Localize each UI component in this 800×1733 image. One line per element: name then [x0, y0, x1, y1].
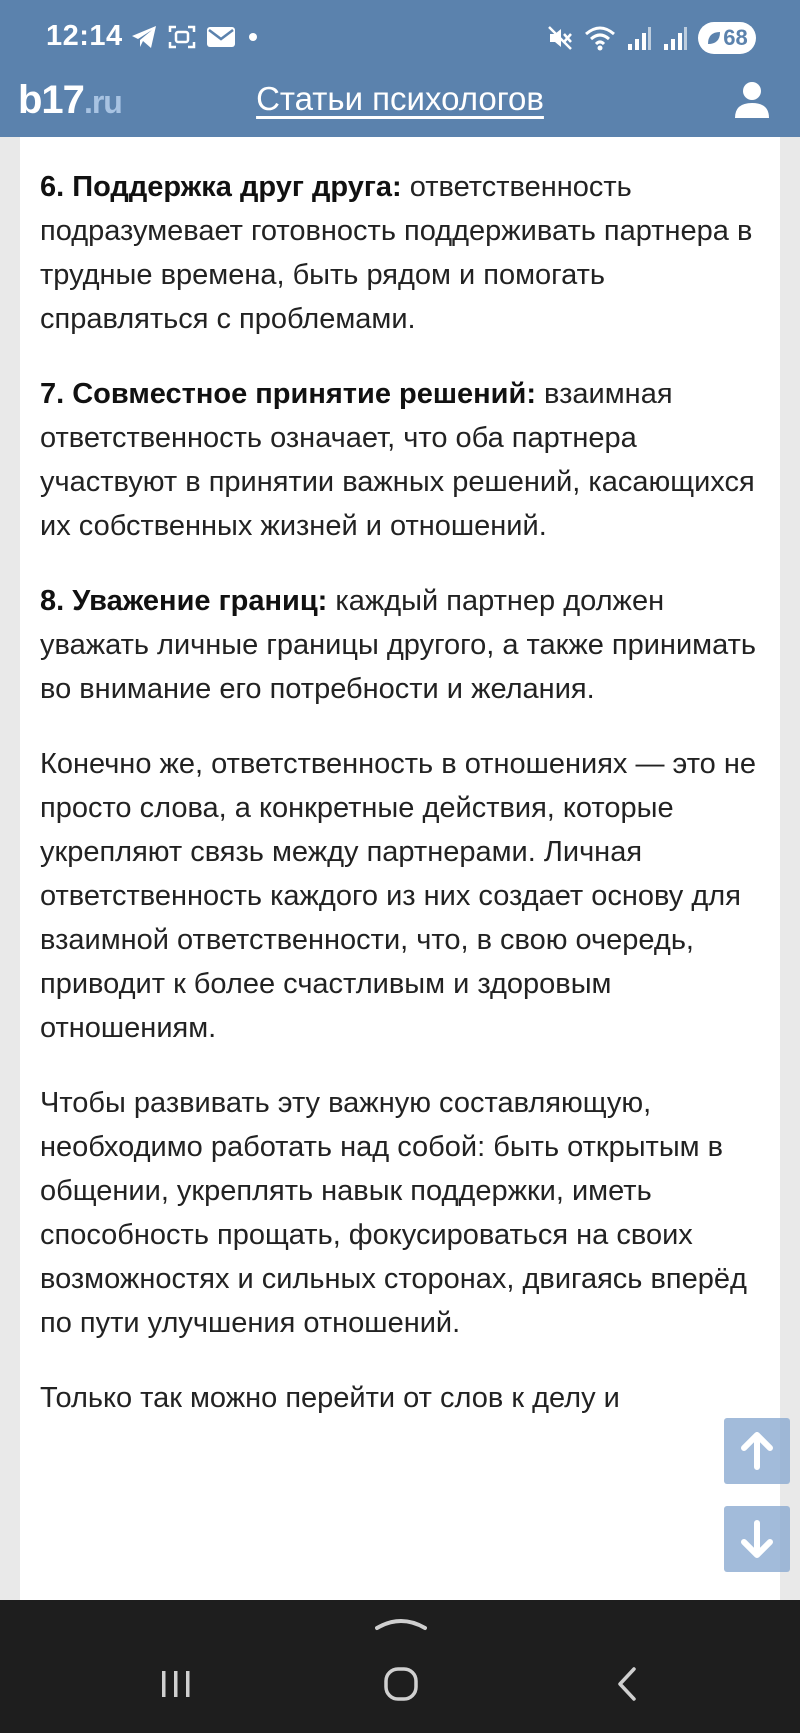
- status-time: 12:14: [46, 20, 123, 52]
- home-icon: [381, 1666, 421, 1702]
- scroll-to-bottom-button[interactable]: [724, 1506, 790, 1572]
- scroll-to-top-button[interactable]: [724, 1418, 790, 1484]
- chevron-up-icon: [375, 1612, 427, 1632]
- wifi-icon: [584, 24, 616, 52]
- battery-indicator: [698, 22, 756, 54]
- list-item-heading: 6. Поддержка друг друга:: [40, 171, 402, 203]
- app-header: [0, 78, 800, 137]
- article-paragraph: Конечно же, ответственность в отношениях — это не просто слова, а конкретные действия, которые укрепляют связь между партнерами. Личная ответственность каждого из них создает основу для взаимной ответственности, что, в свою очередь, приводит к более счастливым и здоровым отношениям.: [40, 748, 756, 1044]
- list-item-text: взаимная ответственность означает, что оба партнера участвуют в принятии важных решений, касающихся их собственных жизней и отношений.: [40, 378, 755, 542]
- user-icon: [730, 78, 774, 122]
- nav-recents-button[interactable]: [158, 1666, 194, 1707]
- site-logo[interactable]: [18, 78, 122, 123]
- nav-expand-handle[interactable]: [375, 1612, 427, 1637]
- signal-icon-2: [662, 24, 688, 52]
- arrow-down-icon: [739, 1519, 775, 1559]
- article-body: [20, 137, 780, 1420]
- status-left-icons: [130, 24, 260, 50]
- list-item: [40, 165, 762, 341]
- back-icon: [612, 1666, 642, 1702]
- top-bar: [0, 0, 800, 137]
- status-right-icons: [546, 22, 756, 54]
- system-nav-bar: [0, 1600, 800, 1733]
- leaf-icon: [706, 30, 722, 46]
- mail-icon: [206, 25, 236, 49]
- article-paragraph: Только так можно перейти от слов к делу и: [40, 1382, 620, 1414]
- telegram-icon: [130, 24, 158, 50]
- list-item: [40, 579, 762, 711]
- list-item: [40, 372, 762, 548]
- screenshot-icon: [168, 24, 196, 50]
- nav-back-button[interactable]: [612, 1666, 642, 1707]
- nav-home-button[interactable]: [381, 1666, 421, 1707]
- user-profile-button[interactable]: [730, 78, 774, 122]
- list-item-text: ответственность подразумевает готовность поддерживать партнера в трудные времена, быть рядом и помогать справляться с проблемами.: [40, 171, 753, 335]
- status-bar: [0, 0, 800, 78]
- logo-main: b17: [18, 78, 84, 122]
- dot-icon: [246, 30, 260, 44]
- recents-icon: [158, 1666, 194, 1702]
- list-item-heading: 7. Совместное принятие решений:: [40, 378, 536, 410]
- article-paragraph: Чтобы развивать эту важную составляющую, необходимо работать над собой: быть открытым в общении, укреплять навык поддержки, иметь способность прощать, фокусироваться на своих возможностях и сильных сторонах, двигаясь вперёд по пути улучшения отношений.: [40, 1087, 747, 1339]
- signal-icon: [626, 24, 652, 52]
- arrow-up-icon: [739, 1431, 775, 1471]
- list-item-heading: 8. Уважение границ:: [40, 585, 328, 617]
- article-content: [20, 137, 780, 1600]
- logo-suffix: .ru: [83, 84, 122, 120]
- list-item-text: каждый партнер должен уважать личные границы другого, а также принимать во внимание его потребности и желания.: [40, 585, 756, 705]
- page-title-link[interactable]: Статьи психологов: [256, 80, 544, 117]
- mute-icon: [546, 24, 574, 52]
- battery-level: 68: [723, 25, 748, 50]
